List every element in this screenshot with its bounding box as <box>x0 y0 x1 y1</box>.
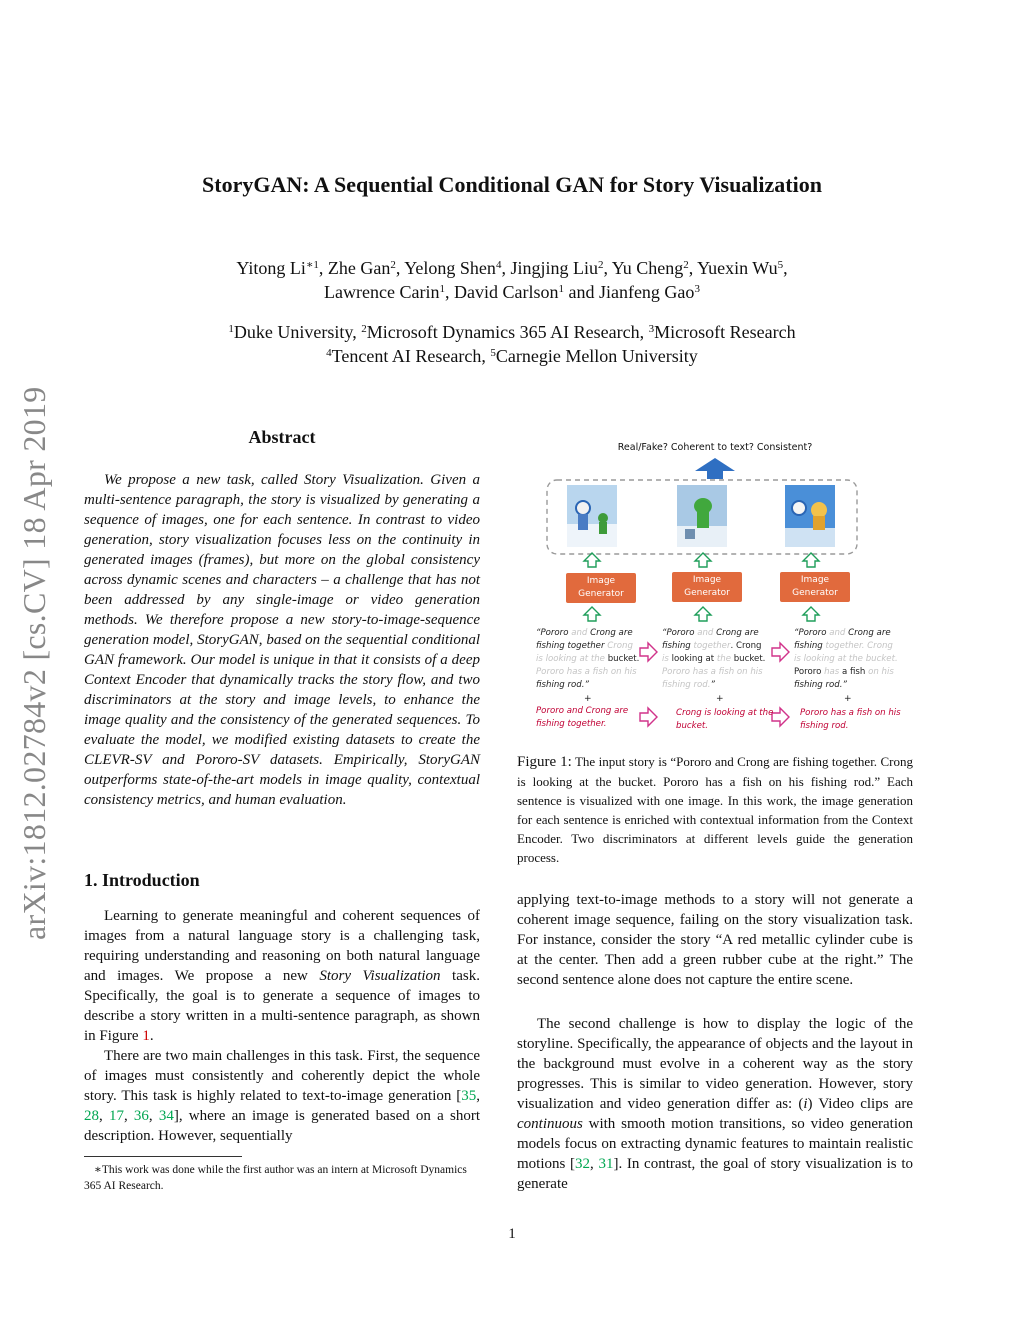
input-sentence-1: Pororo and Crong are fishing together. <box>536 706 629 729</box>
citation-link[interactable]: 28 <box>84 1108 99 1124</box>
superscript: 1 <box>558 283 564 295</box>
name-part: Tencent AI Research, <box>331 346 491 366</box>
citation-link[interactable]: 32 <box>575 1156 591 1172</box>
authors-line-1 <box>0 256 1024 280</box>
footnote: ∗This work was done while the first author was an intern at Microsoft Dynamics 365 AI Research. <box>84 1164 467 1192</box>
superscript: 2 <box>361 323 367 335</box>
sentence-fragment: Pororo has a fish on his <box>536 667 637 677</box>
superscript: 2 <box>683 259 689 271</box>
section-heading-introduction: 1. Introduction <box>84 870 200 890</box>
sentence-fragment: on his <box>868 667 894 677</box>
sentence-fragment: “Pororo <box>794 628 830 638</box>
sentence-fragment: and <box>571 628 588 638</box>
name-part: , Jingjing Liu <box>501 258 598 278</box>
image-generator-1: Image Generator <box>566 573 636 603</box>
sentence-fragment: and <box>697 628 714 638</box>
sentence-fragment: and <box>829 628 846 638</box>
name-part: , David Carlson <box>444 282 559 302</box>
citation-link[interactable]: 36 <box>133 1108 149 1124</box>
plus-sign: + <box>716 694 724 704</box>
name-part: and Jianfeng Gao <box>563 282 695 302</box>
sentence-fragment: ” <box>710 680 715 690</box>
sentence-fragment: the <box>714 654 731 664</box>
authors-line-2 <box>0 280 1024 304</box>
name-part: , Zhe Gan <box>318 258 391 278</box>
generated-frame-1 <box>567 485 617 547</box>
sentence-fragment: fishing rod.” <box>794 680 847 690</box>
name-part: , Yu Cheng <box>603 258 684 278</box>
sentence-fragment: Pororo has a fish on his fishing rod. <box>662 667 763 690</box>
sentence-fragment: bucket. <box>604 654 640 664</box>
sentence-fragment: Crong are fishing <box>794 628 891 651</box>
sentence-fragment: “Pororo <box>536 628 572 638</box>
image-generator-3: Image Generator <box>780 572 850 602</box>
intro-paragraph-2: There are two main challenges in this task. First, the sequence of images must consistently and coherently depict the whole story. This task is highly related to text-to-image generation [35, 28, 17, 36, 34], where an image is generated based on a short description. However, sequentially <box>84 1048 480 1144</box>
sentence-fragment: bucket. <box>731 654 766 664</box>
affiliations <box>0 320 1024 368</box>
sentence-fragment: Crong are fishing together <box>536 628 633 651</box>
sentence-fragment: together <box>693 641 731 651</box>
author-list <box>0 256 1024 304</box>
arrow-up-icon <box>695 458 735 479</box>
superscript: 4 <box>495 259 502 271</box>
name-part: , Yelong Shen <box>395 258 496 278</box>
affiliations-line-1 <box>0 320 1024 344</box>
input-sentence-2: Crong is looking at the bucket. <box>676 708 774 731</box>
generated-frame-2 <box>677 485 727 547</box>
abstract-heading: Abstract <box>248 427 316 447</box>
sentence-fragment: has <box>824 667 840 677</box>
discriminator-question: Real/Fake? Coherent to text? Consistent? <box>617 442 813 453</box>
abstract-text: We propose a new task, called Story Visualization. Given a multi-sentence paragraph, the story is visualized by generating a sequence of images, one for each sentence. In contrast to video generation, story visualization focuses less on the continuity in generated images (frames), but more on the global consistency across dynamic scenes and characters – a challenge that has not been addressed by any single-image or video generation methods. We therefore propose a new story-to-image-sequence generation model, StoryGAN, based on the sequential conditional GAN framework. Our model is unique in that it consists of a deep Context Encoder that dynamically tracks the story flow, and two discriminators at the story and image levels, to enhance the image quality and the consistency of the generated sequences. To evaluate the model, we modified existing datasets to create the CLEVR-SV and Pororo-SV datasets. Empirically, StoryGAN outperforms state-of-the-art models in image quality, contextual consistency metrics, and human evaluation. <box>84 472 480 808</box>
citation-link[interactable]: 34 <box>158 1108 174 1124</box>
sentence-fragment: Crong is looking at the <box>536 641 633 664</box>
superscript: ∗1 <box>305 259 319 271</box>
paper-title: StoryGAN: A Sequential Conditional GAN for Story Visualization <box>202 172 822 197</box>
right-paragraph-2: The second challenge is how to display the logic of the storyline. Specifically, the appearance of objects and the layout in the background must evolve in a coherent way as the story progresses. This is similar to video generation. However, story visualization and video generation differ as: (i) Video clips are continuous with smooth motion transitions, so video generation models focus on extracting dynamic features to maintain realistic motions [32, 31]. In contrast, the goal of story visualization is to generate <box>517 1016 913 1192</box>
name-part: , Yuexin Wu <box>688 258 778 278</box>
affiliations-line-2 <box>0 344 1024 368</box>
sentence-fragment: . Crong <box>730 641 762 651</box>
sentence-fragment: a fish <box>839 667 869 677</box>
superscript: 1 <box>228 323 234 335</box>
sentence-fragment: is <box>662 654 669 664</box>
plus-sign: + <box>844 694 852 704</box>
figure-1-caption: Figure 1: The input story is “Pororo and Crong are fishing together. Crong is looking at the bucket. Pororo has a fish on his fishing rod.” Each sentence is visualized with one image. In this work, the image generation for each sentence is enriched with contextual information from the Context Encoder. Two discriminators at different levels guide the generation process. <box>517 754 913 865</box>
plus-sign: + <box>584 694 592 704</box>
citation-link[interactable]: 35 <box>461 1088 477 1104</box>
superscript: 3 <box>648 323 655 335</box>
name-part: Microsoft Research <box>654 322 796 342</box>
superscript: 2 <box>597 259 604 271</box>
image-generator-2: Image Generator <box>672 572 742 602</box>
sentence-fragment: fishing rod.” <box>536 680 589 690</box>
superscript: 3 <box>694 283 700 295</box>
superscript: 1 <box>439 283 445 295</box>
context-sentence-3 <box>794 627 899 692</box>
sentence-fragment: “Pororo <box>662 628 698 638</box>
superscript: 5 <box>777 259 784 271</box>
arxiv-identifier: arXiv:1812.02784v2 [cs.CV] 18 Apr 2019 <box>16 386 52 940</box>
superscript: 5 <box>490 347 496 359</box>
citation-link[interactable]: 31 <box>598 1156 614 1172</box>
context-sentence-1 <box>536 627 641 692</box>
sentence-fragment: looking at <box>668 654 715 664</box>
generated-frame-3 <box>785 485 835 547</box>
context-sentence-2 <box>662 627 767 692</box>
intro-paragraph-1: Learning to generate meaningful and coherent sequences of images from a natural language story is a challenging task, requiring understanding and reasoning on both natural language and images. We propose a new Story Visualization task. Specifically, the goal is to generate a sequence of images to describe a story written in a multi-sentence paragraph, as shown in Figure 1. <box>84 908 480 1044</box>
input-sentence-3: Pororo has a fish on his fishing rod. <box>800 708 901 731</box>
name-part: Microsoft Dynamics 365 AI Research, <box>366 322 649 342</box>
citation-link[interactable]: 17 <box>108 1108 124 1124</box>
superscript: 2 <box>390 259 396 271</box>
sentence-fragment: Pororo <box>794 667 825 677</box>
name-part: , <box>783 258 788 278</box>
page-number: 1 <box>508 1226 516 1242</box>
sentence-fragment: Crong are fishing <box>662 628 759 651</box>
figure-ref-link[interactable]: 1 <box>142 1028 150 1044</box>
name-part: Duke University, <box>233 322 362 342</box>
name-part: Carnegie Mellon University <box>495 346 698 366</box>
sentence-fragment: together. Crong is looking at the bucket. <box>794 641 898 664</box>
right-paragraph-1: applying text-to-image methods to a story will not generate a coherent image sequence, failing on the story visualization task. For instance, consider the story “A red metallic cylinder cube is at the center. Then add a green rubber cube at the right.” The second sentence alone does not capture the entire scene. <box>517 892 913 988</box>
footnote-rule <box>84 1156 242 1157</box>
superscript: 4 <box>326 347 332 359</box>
name-part: Yitong Li <box>236 258 306 278</box>
name-part: Lawrence Carin <box>324 282 440 302</box>
